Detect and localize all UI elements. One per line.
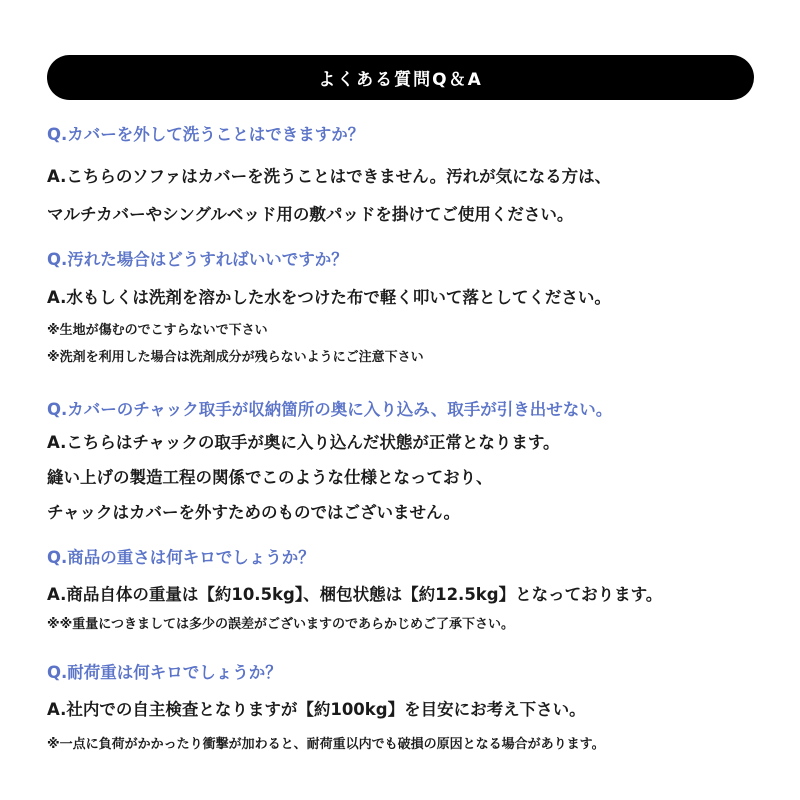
answer-5-line-1: A.社内での自主検査となりますが【約100kg】を目安にお考え下さい。 (47, 700, 586, 719)
note-2-2: ※洗剤を利用した場合は洗剤成分が残らないようにご注意下さい (47, 350, 424, 365)
answer-1-line-1: A.こちらのソファはカバーを洗うことはできません。汚れが気になる方は、 (47, 167, 612, 186)
answer-3-line-1: A.こちらはチャックの取手が奥に入り込んだ状態が正常となります。 (47, 433, 560, 452)
answer-3-line-3: チャックはカバーを外すためのものではございません。 (47, 503, 460, 522)
header-bar (47, 55, 754, 100)
page-title: よくある質問Q＆A (318, 70, 483, 90)
note-5-1: ※一点に負荷がかかったり衝撃が加わると、耐荷重以内でも破損の原因となる場合があります。 (47, 737, 605, 752)
question-5: Q.耐荷重は何キロでしょうか？ (47, 663, 282, 682)
answer-2-line-1: A.水もしくは洗剤を溶かした水をつけた布で軽く叩いて落としてください。 (47, 288, 611, 307)
note-4-1: ※※重量につきましては多少の誤差がございますのであらかじめご了承下さい。 (47, 617, 515, 632)
answer-3-line-2: 縫い上げの製造工程の関係でこのような仕様となっており、 (47, 468, 493, 487)
question-2: Q.汚れた場合はどうすればいいですか？ (47, 250, 348, 269)
question-4: Q.商品の重さは何キロでしょうか？ (47, 548, 315, 567)
question-1: Q.カバーを外して洗うことはできますか？ (47, 125, 365, 144)
answer-4-line-1: A.商品自体の重量は【約10.5kg】、梱包状態は【約12.5kg】となっております。 (47, 585, 663, 604)
answer-1-line-2: マルチカバーやシングルベッド用の敷パッドを掛けてご使用ください。 (47, 205, 574, 224)
note-2-1: ※生地が傷むのでこすらないで下さい (47, 323, 268, 338)
question-3: Q.カバーのチャック取手が収納箇所の奥に入り込み、取手が引き出せない。 (47, 400, 613, 419)
